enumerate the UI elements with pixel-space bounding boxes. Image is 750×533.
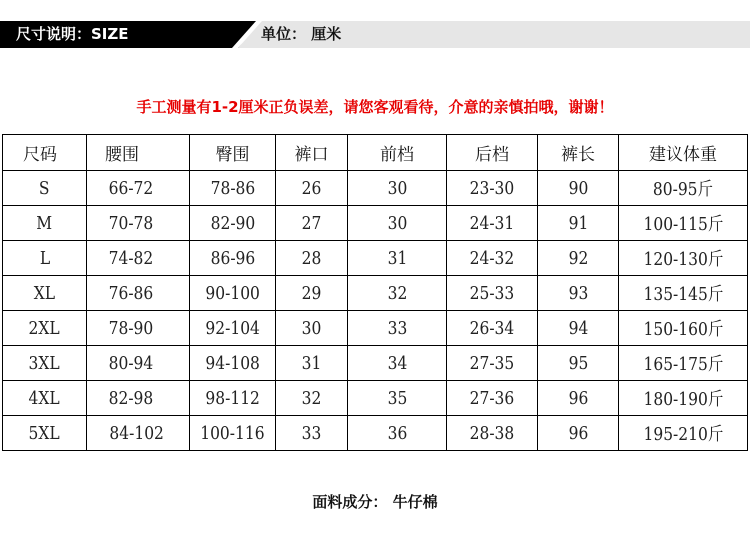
cell-leg-opening [276, 241, 348, 276]
cell-value: L [39, 247, 50, 269]
cell-value: 32 [387, 282, 407, 304]
table-row [3, 171, 748, 206]
cell-value: 29 [301, 282, 322, 304]
cell-value: 92-104 [205, 317, 260, 339]
cell-value: 70-78 [108, 212, 154, 234]
cell-waist [87, 241, 190, 276]
cell-waist [87, 416, 190, 451]
cell-value: 180-190斤 [643, 389, 723, 410]
cell-back-rise [447, 241, 538, 276]
header-leg-opening: 裤口 [276, 135, 348, 171]
cell-value: 84-102 [109, 422, 164, 444]
cell-value: 2XL [28, 317, 61, 339]
cell-back-rise [447, 206, 538, 241]
cell-value: 165-175斤 [643, 354, 723, 375]
cell-hip [190, 346, 276, 381]
size-guide-title: 尺寸说明：SIZE [16, 25, 129, 43]
size-table [2, 134, 748, 451]
cell-value: 96 [568, 387, 588, 409]
cell-leg-opening [276, 276, 348, 311]
cell-waist [87, 381, 190, 416]
cell-value: 34 [387, 352, 407, 374]
table-row [3, 276, 748, 311]
cell-recommended-weight [619, 346, 748, 381]
cell-value: 93 [568, 282, 588, 304]
cell-recommended-weight [619, 206, 748, 241]
cell-value: 150-160斤 [643, 319, 723, 340]
cell-value: 98-112 [205, 387, 260, 409]
cell-recommended-weight [619, 171, 748, 206]
cell-value: 24-32 [469, 247, 515, 269]
header-hip: 臀围 [190, 135, 276, 171]
cell-length [538, 206, 619, 241]
cell-waist [87, 346, 190, 381]
cell-value: 100-116 [200, 422, 265, 444]
table-row [3, 311, 748, 346]
cell-value: 92 [568, 247, 588, 269]
header-size: 尺码 [3, 135, 87, 171]
cell-value: 26 [301, 177, 322, 199]
cell-length [538, 276, 619, 311]
cell-value: 120-130斤 [643, 249, 723, 270]
cell-value: 74-82 [108, 247, 154, 269]
cell-size [3, 241, 87, 276]
cell-value: 135-145斤 [643, 284, 723, 305]
cell-value: 82-98 [108, 387, 154, 409]
cell-leg-opening [276, 381, 348, 416]
measurement-notice: 手工测量有1-2厘米正负误差，请您客观看待，介意的亲慎拍哦，谢谢！ [136, 98, 614, 116]
cell-leg-opening [276, 416, 348, 451]
cell-value: XL [33, 282, 56, 304]
unit-label: 单位： 厘米 [261, 25, 342, 43]
cell-size [3, 381, 87, 416]
cell-value: 91 [568, 212, 588, 234]
cell-value: 31 [301, 352, 322, 374]
table-row [3, 346, 748, 381]
cell-value: 30 [387, 177, 407, 199]
cell-front-rise [348, 346, 447, 381]
cell-value: 30 [301, 317, 322, 339]
cell-waist [87, 276, 190, 311]
cell-value: 195-210斤 [643, 424, 723, 445]
cell-back-rise [447, 346, 538, 381]
cell-value: 3XL [28, 352, 61, 374]
cell-value: 33 [301, 422, 322, 444]
cell-length [538, 311, 619, 346]
cell-length [538, 171, 619, 206]
cell-back-rise [447, 276, 538, 311]
cell-recommended-weight [619, 311, 748, 346]
cell-value: 66-72 [108, 177, 154, 199]
cell-back-rise [447, 416, 538, 451]
cell-value: 90-100 [205, 282, 260, 304]
header-length: 裤长 [538, 135, 619, 171]
cell-recommended-weight [619, 276, 748, 311]
cell-recommended-weight [619, 241, 748, 276]
cell-length [538, 416, 619, 451]
cell-value: 90 [568, 177, 588, 199]
cell-length [538, 346, 619, 381]
cell-size [3, 311, 87, 346]
cell-value: 78-86 [210, 177, 255, 199]
cell-back-rise [447, 311, 538, 346]
cell-front-rise [348, 381, 447, 416]
cell-value: 30 [387, 212, 407, 234]
cell-hip [190, 171, 276, 206]
table-row [3, 381, 748, 416]
cell-value: 80-94 [108, 352, 154, 374]
cell-waist [87, 311, 190, 346]
table-row [3, 241, 748, 276]
cell-size [3, 171, 87, 206]
cell-hip [190, 276, 276, 311]
cell-value: 95 [568, 352, 588, 374]
cell-value: S [39, 177, 50, 199]
cell-value: 24-31 [469, 212, 515, 234]
cell-recommended-weight [619, 416, 748, 451]
cell-front-rise [348, 416, 447, 451]
cell-front-rise [348, 276, 447, 311]
cell-value: M [36, 212, 53, 234]
cell-value: 35 [387, 387, 407, 409]
cell-leg-opening [276, 171, 348, 206]
cell-value: 78-90 [108, 317, 154, 339]
cell-front-rise [348, 206, 447, 241]
header-front-rise: 前档 [348, 135, 447, 171]
cell-size [3, 416, 87, 451]
cell-value: 32 [301, 387, 322, 409]
cell-length [538, 381, 619, 416]
header-recommended-weight: 建议体重 [619, 135, 748, 171]
cell-value: 25-33 [469, 282, 515, 304]
cell-hip [190, 381, 276, 416]
cell-value: 4XL [28, 387, 61, 409]
cell-value: 36 [387, 422, 407, 444]
cell-value: 27-35 [469, 352, 515, 374]
cell-value: 96 [568, 422, 588, 444]
cell-front-rise [348, 241, 447, 276]
cell-value: 27 [301, 212, 322, 234]
cell-front-rise [348, 311, 447, 346]
cell-value: 80-95斤 [652, 179, 714, 200]
cell-hip [190, 241, 276, 276]
cell-size [3, 346, 87, 381]
cell-waist [87, 171, 190, 206]
cell-size [3, 276, 87, 311]
cell-leg-opening [276, 311, 348, 346]
fabric-composition: 面料成分： 牛仔棉 [312, 493, 438, 511]
cell-hip [190, 206, 276, 241]
header-waist: 腰围 [87, 135, 190, 171]
cell-value: 28-38 [469, 422, 515, 444]
cell-value: 94-108 [205, 352, 260, 374]
cell-value: 94 [568, 317, 588, 339]
cell-length [538, 241, 619, 276]
cell-value: 27-36 [469, 387, 515, 409]
table-body [3, 171, 748, 451]
cell-value: 26-34 [469, 317, 515, 339]
cell-hip [190, 416, 276, 451]
table-header-row [3, 135, 748, 171]
cell-front-rise [348, 171, 447, 206]
cell-value: 31 [387, 247, 407, 269]
cell-waist [87, 206, 190, 241]
cell-value: 86-96 [210, 247, 255, 269]
cell-value: 23-30 [469, 177, 515, 199]
cell-size [3, 206, 87, 241]
table-row [3, 416, 748, 451]
cell-recommended-weight [619, 381, 748, 416]
cell-back-rise [447, 171, 538, 206]
cell-leg-opening [276, 206, 348, 241]
cell-leg-opening [276, 346, 348, 381]
cell-value: 82-90 [210, 212, 255, 234]
cell-value: 28 [301, 247, 322, 269]
cell-back-rise [447, 381, 538, 416]
cell-value: 76-86 [108, 282, 154, 304]
table-row [3, 206, 748, 241]
cell-value: 5XL [28, 422, 61, 444]
cell-value: 33 [387, 317, 407, 339]
cell-value: 100-115斤 [643, 214, 723, 235]
cell-hip [190, 311, 276, 346]
header-back-rise: 后档 [447, 135, 538, 171]
